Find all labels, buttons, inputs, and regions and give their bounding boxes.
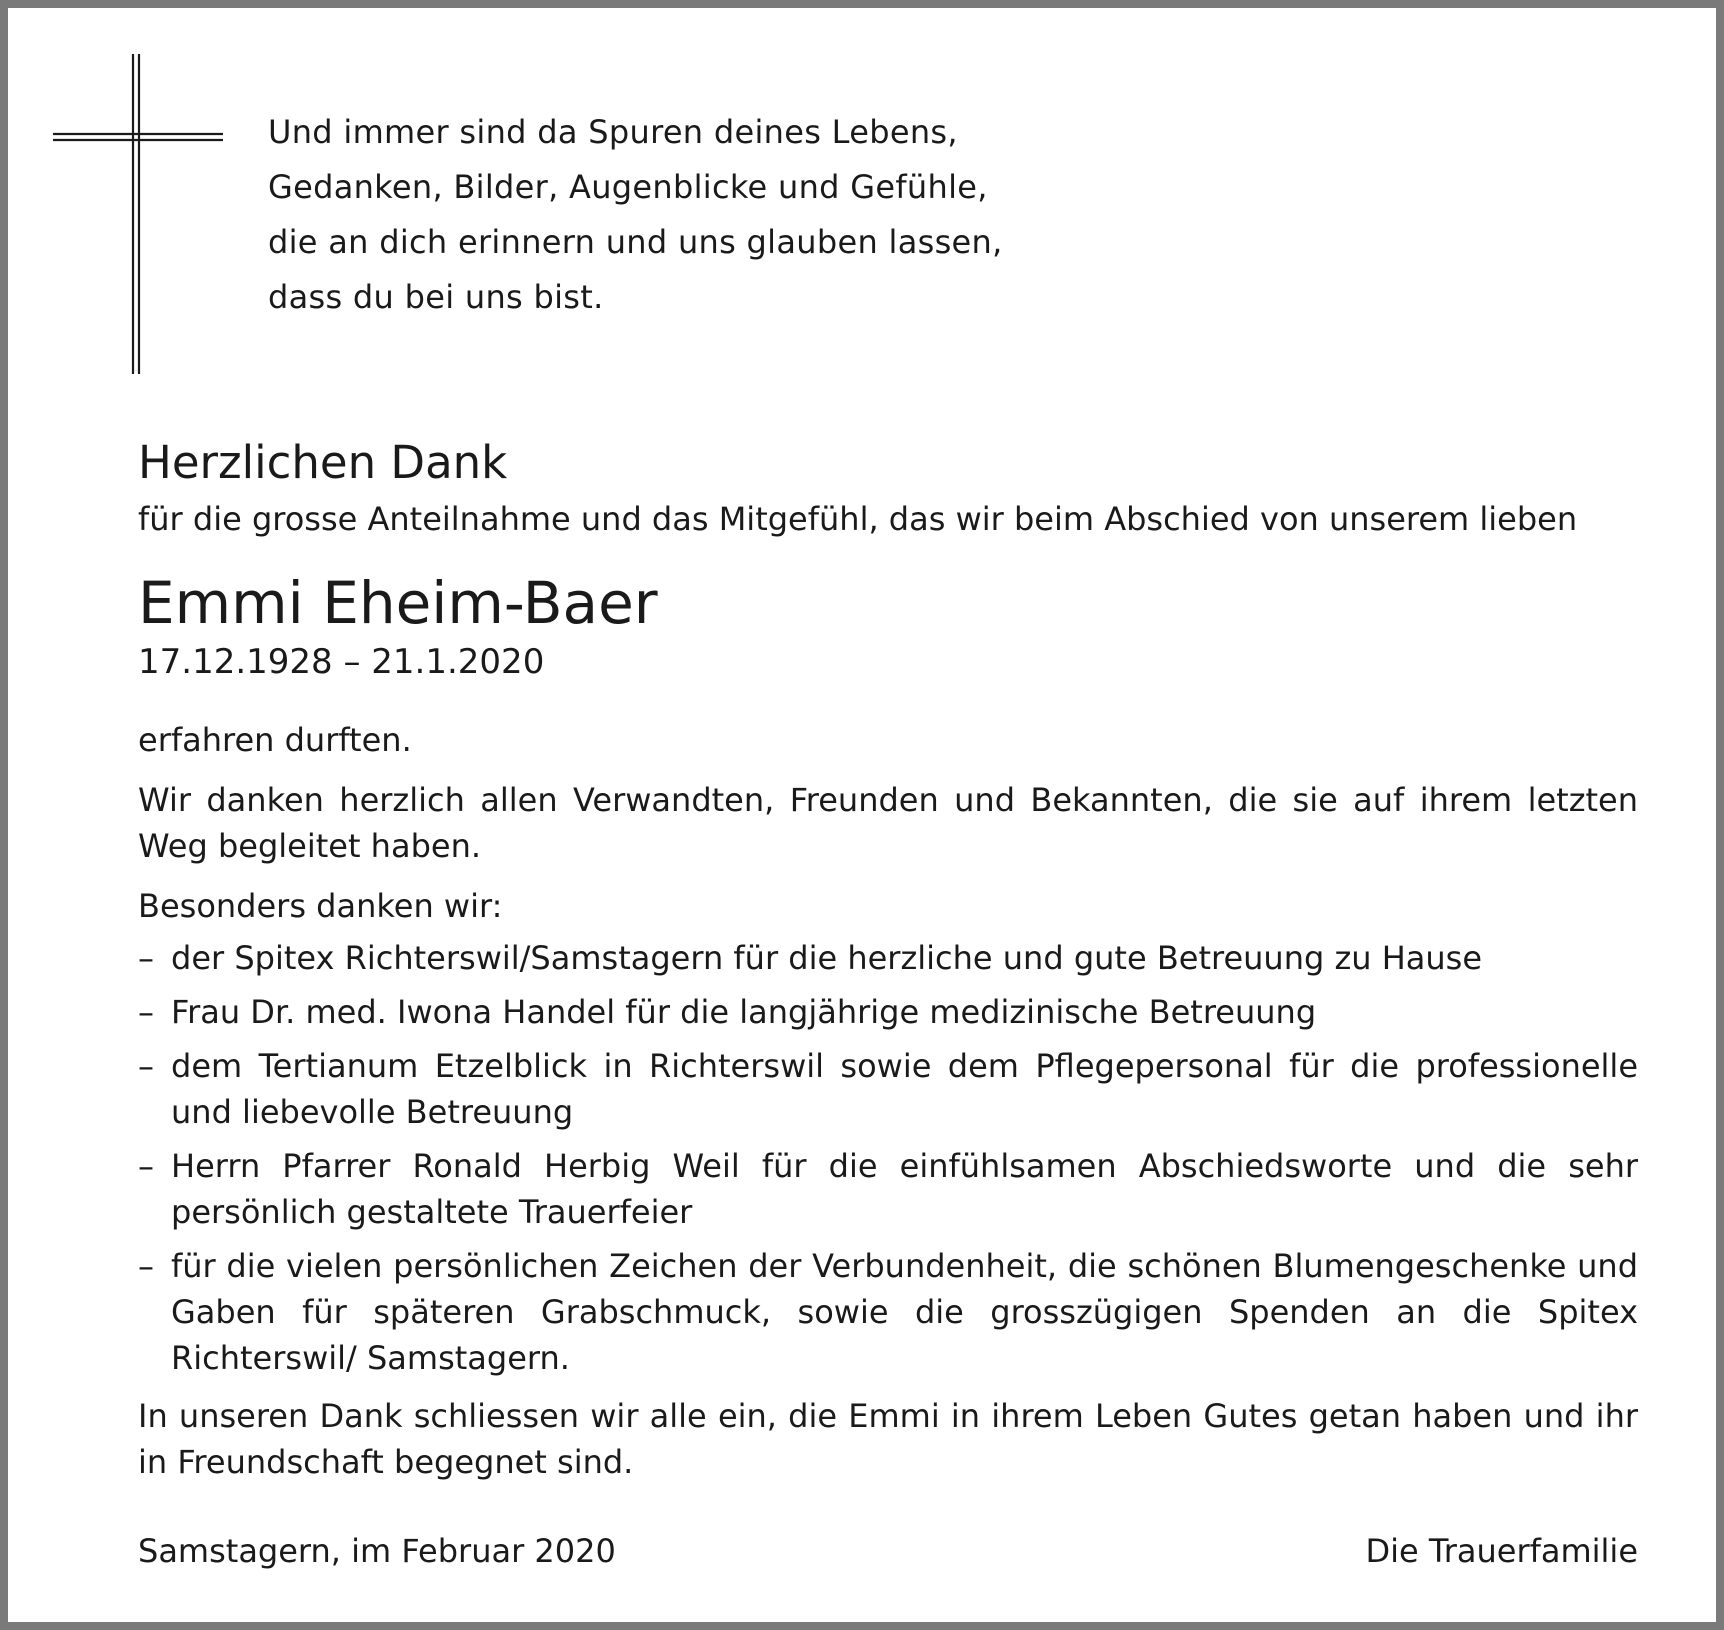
dash-bullet: – <box>138 1247 154 1285</box>
list-item <box>138 935 1638 981</box>
deceased-name: Emmi Eheim-Baer <box>138 569 658 637</box>
thanks-paragraph: Wir danken herzlich allen Verwandten, Freunden und Bekannten, die sie auf ihrem letzten Weg begleitet haben. <box>138 781 1638 865</box>
poem-line: Und immer sind da Spuren deines Lebens, <box>268 113 958 151</box>
dash-bullet: – <box>138 1047 154 1085</box>
list-item-text: dem Tertianum Etzelblick in Richterswil sowie dem Pflegepersonal für die professionelle und liebevolle Betreuung <box>171 1047 1638 1131</box>
dash-bullet: – <box>138 1147 154 1185</box>
list-item <box>138 1143 1638 1235</box>
list-item <box>138 989 1638 1035</box>
poem-line: Gedanken, Bilder, Augenblicke und Gefühle, <box>268 168 988 206</box>
list-item-text: der Spitex Richterswil/Samstagern für die herzliche und gute Betreuung zu Hause <box>171 939 1483 977</box>
special-thanks-list <box>138 935 1638 1381</box>
list-item-text: für die vielen persönlichen Zeichen der Verbundenheit, die schönen Blumengeschenke und Gaben für späteren Grabschmuck, sowie die grosszügigen Spenden an die Spitex Richterswil/ Samstagern. <box>171 1247 1638 1377</box>
list-item-text: Frau Dr. med. Iwona Handel für die langjährige medizinische Betreuung <box>171 993 1317 1031</box>
memorial-poem <box>268 105 1003 325</box>
life-dates: 17.12.1928 – 21.1.2020 <box>138 642 545 682</box>
intro-text: für die grosse Anteilnahme und das Mitgefühl, das wir beim Abschied von unserem lieben <box>138 500 1578 538</box>
list-item <box>138 1043 1638 1135</box>
list-item-text: Herrn Pfarrer Ronald Herbig Weil für die einfühlsamen Abschiedsworte und die sehr persönlich gestaltete Trauerfeier <box>171 1147 1638 1231</box>
notice-body <box>138 433 1638 1485</box>
dash-bullet: – <box>138 939 154 977</box>
experienced-text: erfahren durften. <box>138 721 412 759</box>
special-thanks-intro: Besonders danken wir: <box>138 887 503 925</box>
place-date: Samstagern, im Februar 2020 <box>138 1532 616 1570</box>
cross-icon <box>53 54 223 374</box>
heading-herzlichen-dank: Herzlichen Dank <box>138 436 508 489</box>
dash-bullet: – <box>138 993 154 1031</box>
poem-line: dass du bei uns bist. <box>268 278 604 316</box>
list-item <box>138 1243 1638 1381</box>
closing-paragraph: In unseren Dank schliessen wir alle ein, die Emmi in ihrem Leben Gutes getan haben und ihr in Freundschaft begegnet sind. <box>138 1397 1638 1481</box>
poem-line: die an dich erinnern und uns glauben lassen, <box>268 223 1003 261</box>
signature: Die Trauerfamilie <box>1365 1532 1638 1570</box>
